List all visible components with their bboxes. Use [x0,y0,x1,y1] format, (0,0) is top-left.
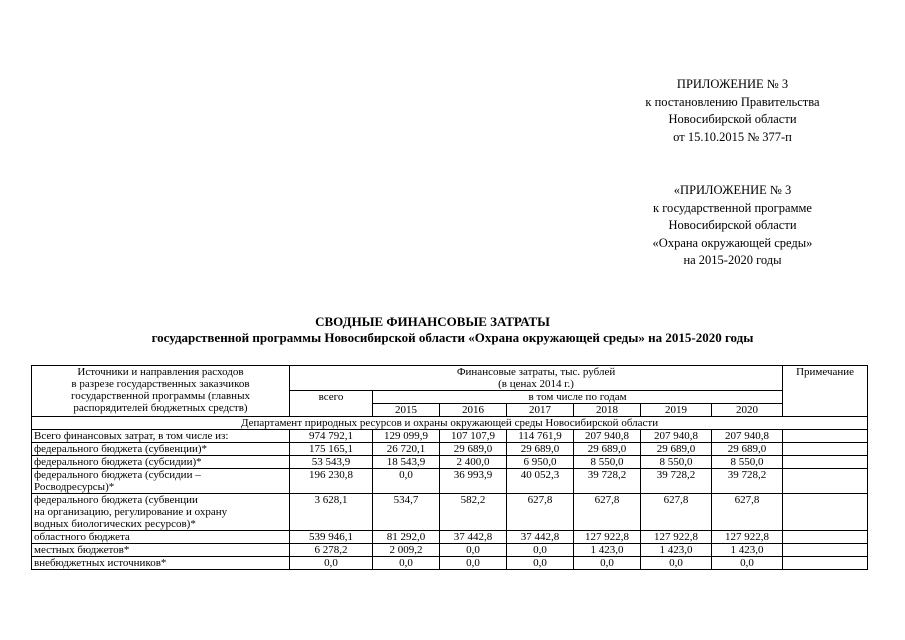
header-costs-line: Финансовые затраты, тыс. рублей [456,366,616,378]
header-source-line: распорядителей бюджетных средств) [73,402,248,414]
row-year-value-cell: 127 922,8 [712,531,783,544]
row-year-value-cell: 582,2 [440,494,507,531]
row-year-value-cell: 37 442,8 [507,531,574,544]
header-year-cell: 2017 [507,404,574,417]
row-year-value-cell: 29 689,0 [574,443,641,456]
row-year-value-cell: 627,8 [507,494,574,531]
row-year-value-cell: 0,0 [574,557,641,570]
appendix-line: к государственной программе [653,200,812,215]
row-year-value-cell: 127 922,8 [641,531,712,544]
row-year-value-cell: 0,0 [440,544,507,557]
row-label-line: федерального бюджета (субсидии)* [34,456,202,468]
row-note-cell [783,430,868,443]
row-total-cell: 196 230,8 [290,469,373,494]
header-year-cell: 2020 [712,404,783,417]
appendix-line: Новосибирской области [668,218,797,232]
appendix-line: ПРИЛОЖЕНИЕ № 3 [676,77,789,91]
row-label-cell [32,544,290,557]
row-year-value-cell: 29 689,0 [641,443,712,456]
table-row [32,469,868,494]
row-year-value-cell: 627,8 [712,494,783,531]
row-label-line: Всего финансовых затрат, в том числе из: [34,430,229,442]
row-year-value-cell: 39 728,2 [712,469,783,494]
row-year-value-cell: 0,0 [641,557,712,570]
row-label-line: федерального бюджета (субвенции [34,494,198,506]
row-year-value-cell: 81 292,0 [373,531,440,544]
header-source-cell [32,366,290,417]
table-row [32,531,868,544]
row-year-value-cell: 8 550,0 [641,456,712,469]
resolution-appendix-block [600,76,865,146]
table-row [32,456,868,469]
row-total-cell: 6 278,2 [290,544,373,557]
header-year-cell: 2019 [641,404,712,417]
section-row [32,417,868,430]
header-row [32,366,868,391]
row-label-cell [32,456,290,469]
row-year-value-cell: 0,0 [440,557,507,570]
row-total-cell: 974 792,1 [290,430,373,443]
table-row [32,544,868,557]
row-year-value-cell: 26 720,1 [373,443,440,456]
row-year-value-cell: 8 550,0 [574,456,641,469]
row-year-value-cell: 207 940,8 [712,430,783,443]
row-year-value-cell: 29 689,0 [440,443,507,456]
row-label-line: областного бюджета [34,531,130,543]
row-total-cell: 175 165,1 [290,443,373,456]
row-total-cell: 539 946,1 [290,531,373,544]
header-costs-cell [290,366,783,391]
appendix-line: на 2015-2020 годы [683,253,782,267]
row-note-cell [783,469,868,494]
row-note-cell [783,443,868,456]
row-note-cell [783,456,868,469]
row-year-value-cell: 18 543,9 [373,456,440,469]
row-year-value-cell: 534,7 [373,494,440,531]
table-row [32,557,868,570]
header-year-cell: 2018 [574,404,641,417]
row-year-value-cell: 1 423,0 [712,544,783,557]
row-label-line: водных биологических ресурсов)* [34,518,196,530]
table-body [32,430,868,570]
row-total-cell: 53 543,9 [290,456,373,469]
row-year-value-cell: 0,0 [712,557,783,570]
table-row [32,443,868,456]
row-label-cell [32,430,290,443]
appendix-line: «Охрана окружающей среды» [652,235,813,250]
row-year-value-cell: 8 550,0 [712,456,783,469]
table-row [32,430,868,443]
header-by-years-cell: в том числе по годам [373,391,783,404]
row-year-value-cell: 39 728,2 [574,469,641,494]
title-line-2: государственной программы Новосибирской области «Охрана окружающей среды» на 2015-2020 годы [151,330,754,345]
row-note-cell [783,531,868,544]
row-label-line: Росводресурсы)* [34,481,115,493]
appendix-line: «ПРИЛОЖЕНИЕ № 3 [673,183,792,197]
row-year-value-cell: 2 400,0 [440,456,507,469]
program-appendix-block [600,182,865,270]
row-year-value-cell: 1 423,0 [574,544,641,557]
section-title-cell: Департамент природных ресурсов и охраны окружающей среды Новосибирской области [32,417,868,430]
header-source-line: государственной программы (главных [71,390,250,402]
row-year-value-cell: 0,0 [507,557,574,570]
title-line-1: СВОДНЫЕ ФИНАНСОВЫЕ ЗАТРАТЫ [315,314,550,329]
row-year-value-cell: 127 922,8 [574,531,641,544]
row-year-value-cell: 627,8 [641,494,712,531]
row-year-value-cell: 114 761,9 [507,430,574,443]
row-label-line: федерального бюджета (субсидии – [34,469,201,481]
row-year-value-cell: 0,0 [373,557,440,570]
header-source-line: Источники и направления расходов [77,366,244,378]
row-note-cell [783,544,868,557]
row-year-value-cell: 627,8 [574,494,641,531]
row-year-value-cell: 0,0 [507,544,574,557]
row-year-value-cell: 29 689,0 [712,443,783,456]
header-costs-line: (в ценах 2014 г.) [498,378,574,390]
row-year-value-cell: 2 009,2 [373,544,440,557]
row-label-line: местных бюджетов* [34,544,130,556]
row-year-value-cell: 207 940,8 [641,430,712,443]
header-note-cell: Примечание [783,366,868,417]
row-year-value-cell: 107 107,9 [440,430,507,443]
row-label-line: на организацию, регулирование и охрану [34,506,228,518]
row-year-value-cell: 1 423,0 [641,544,712,557]
row-year-value-cell: 39 728,2 [641,469,712,494]
header-total-cell: всего [290,391,373,417]
document-title [0,314,905,346]
row-year-value-cell: 6 950,0 [507,456,574,469]
row-year-value-cell: 207 940,8 [574,430,641,443]
row-label-cell [32,531,290,544]
header-year-cell: 2016 [440,404,507,417]
row-label-cell [32,469,290,494]
financial-costs-table [31,365,868,570]
row-label-cell [32,557,290,570]
table-row [32,494,868,531]
row-label-cell [32,494,290,531]
row-total-cell: 3 628,1 [290,494,373,531]
appendix-line: к постановлению Правительства [645,94,820,109]
row-note-cell [783,557,868,570]
row-label-line: федерального бюджета (субвенции)* [34,443,208,455]
header-year-cell: 2015 [373,404,440,417]
row-year-value-cell: 37 442,8 [440,531,507,544]
header-source-line: в разрезе государственных заказчиков [71,378,250,390]
row-year-value-cell: 36 993,9 [440,469,507,494]
row-year-value-cell: 40 052,3 [507,469,574,494]
row-label-cell [32,443,290,456]
appendix-line: Новосибирской области [668,112,797,126]
row-year-value-cell: 129 099,9 [373,430,440,443]
row-total-cell: 0,0 [290,557,373,570]
row-year-value-cell: 29 689,0 [507,443,574,456]
row-label-line: внебюджетных источников* [34,557,167,569]
appendix-line: от 15.10.2015 № 377-п [673,129,792,144]
row-year-value-cell: 0,0 [373,469,440,494]
row-note-cell [783,494,868,531]
